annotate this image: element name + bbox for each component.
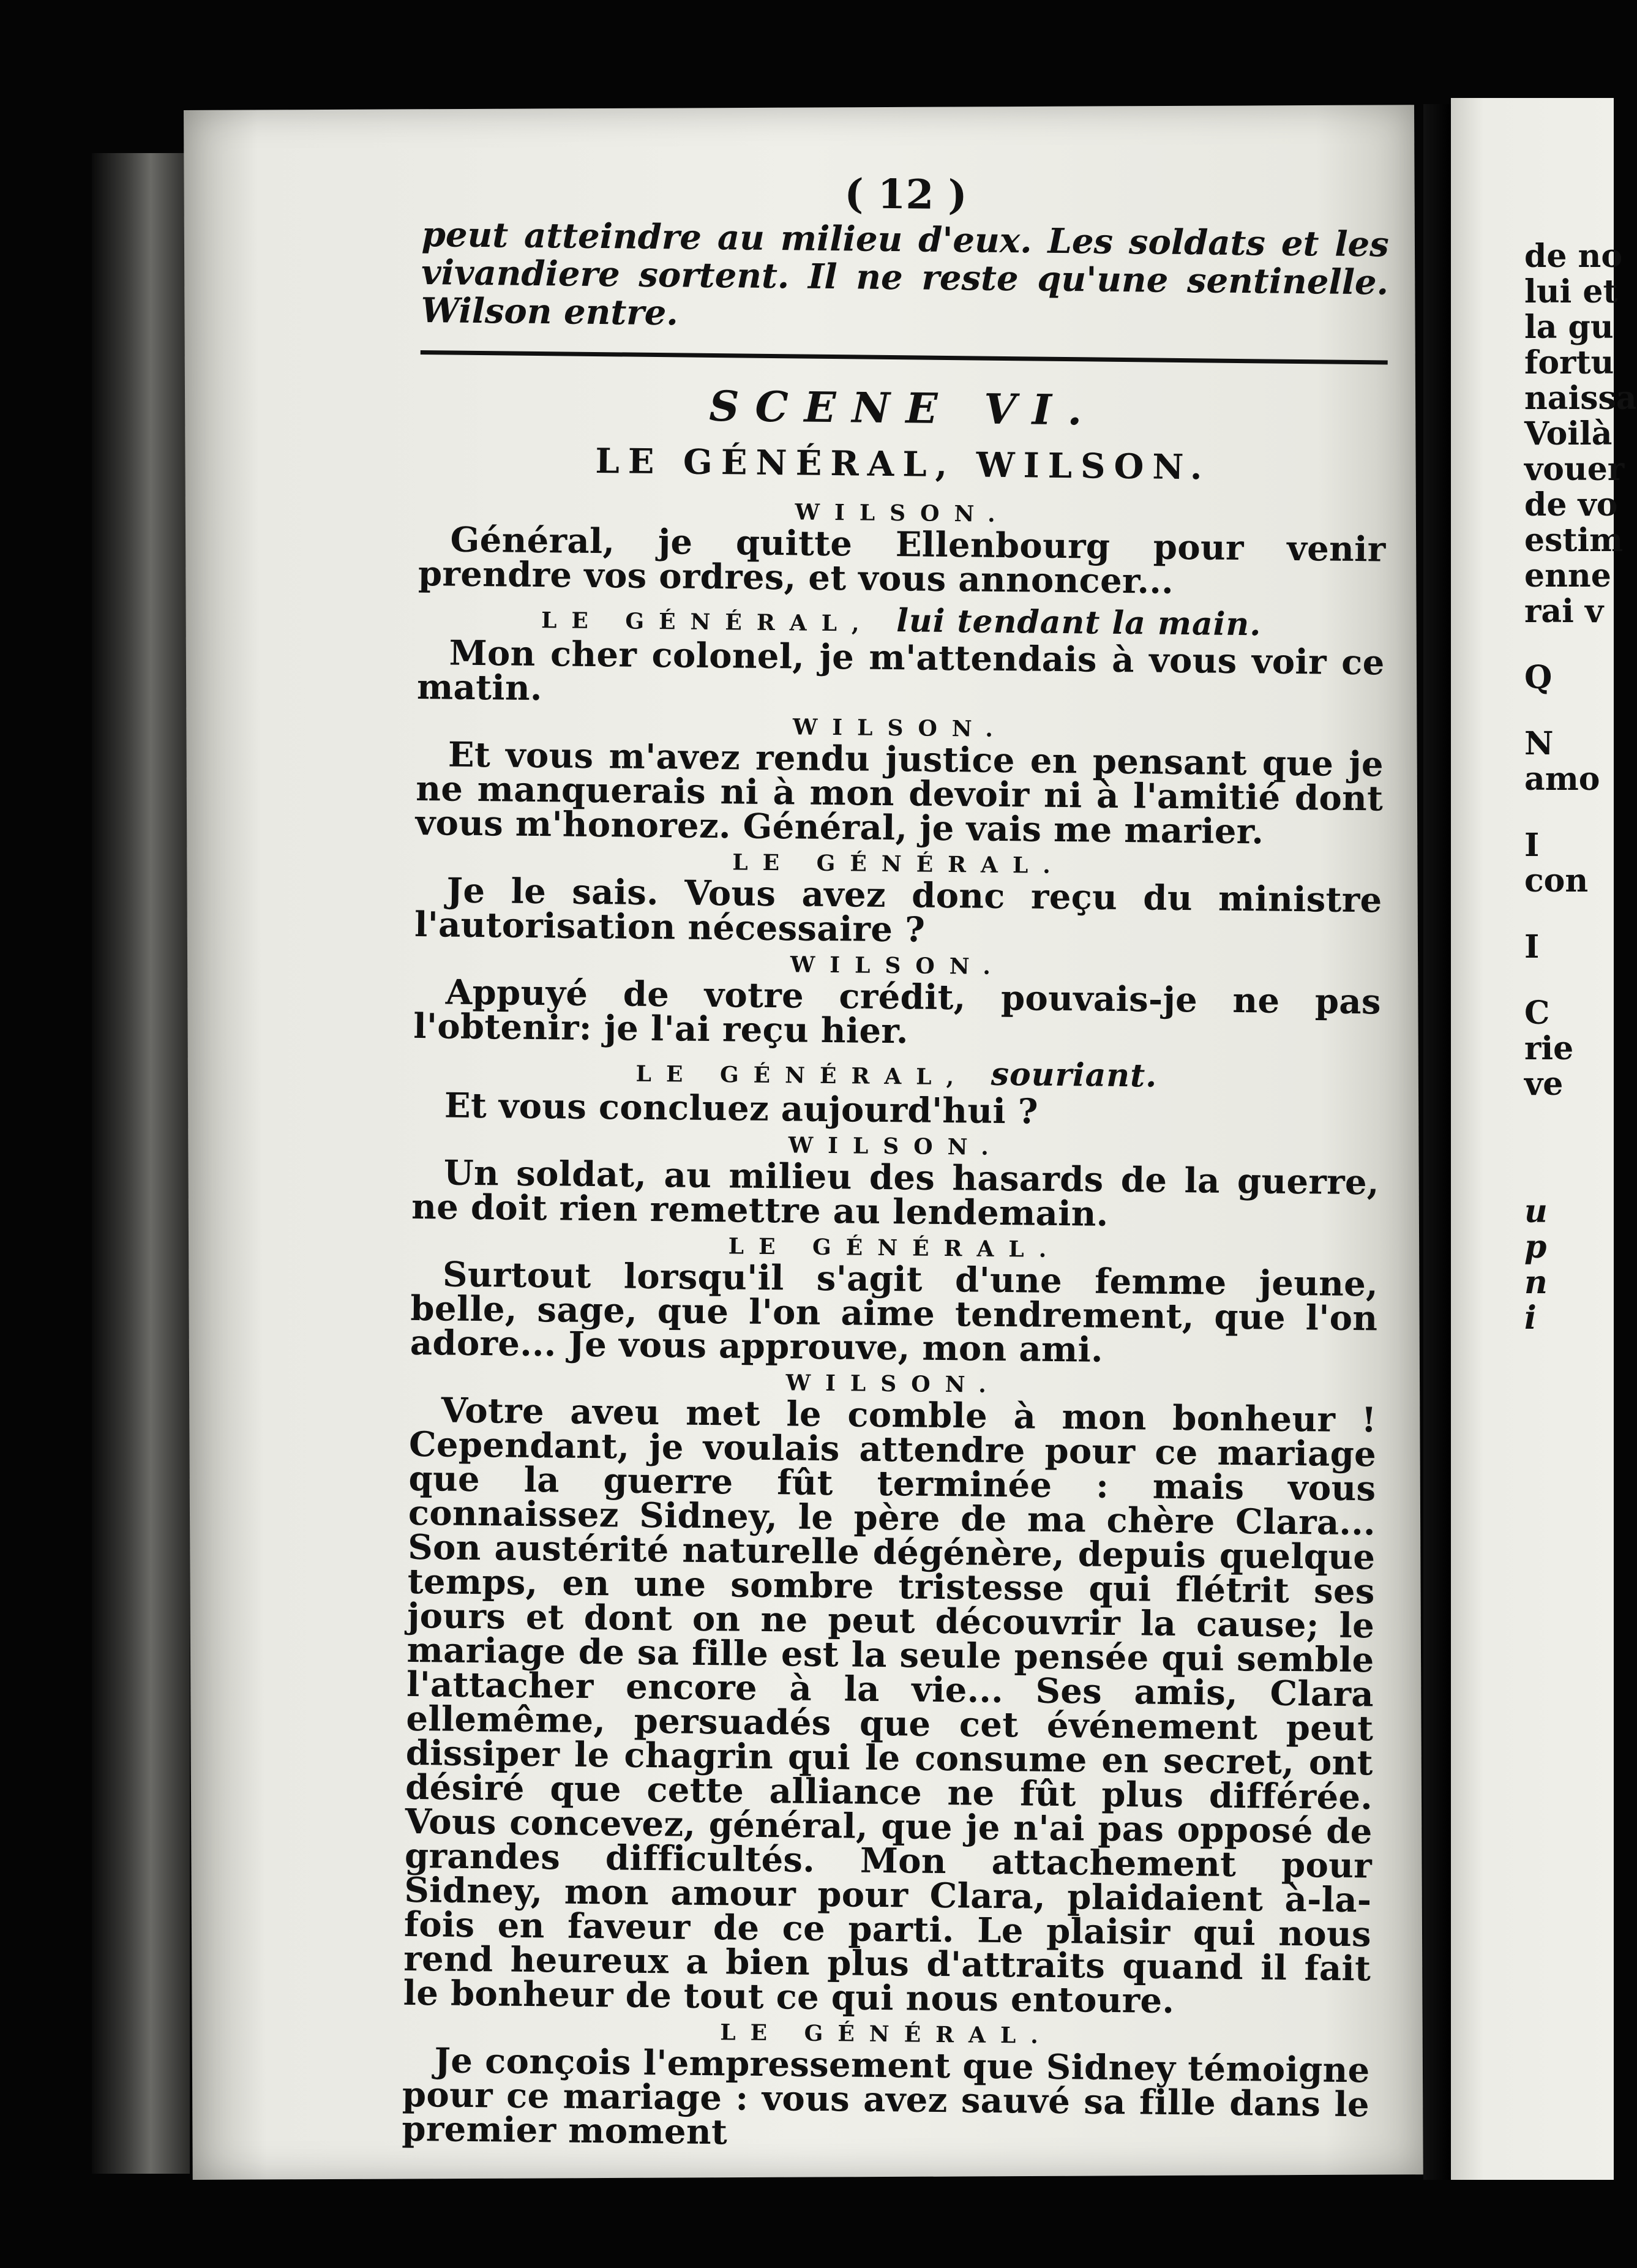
speaker-label: WILSON.: [792, 714, 1008, 743]
dialogue-block: [413, 948, 1382, 1054]
fragment-line: con: [1524, 862, 1589, 899]
fragment-line: I: [1524, 827, 1540, 864]
scan-border: [0, 2180, 1614, 2268]
dialogue-block: [413, 1050, 1380, 1133]
speech-text: Appuyé de votre crédit, pouvais-je ne pas l'obtenir: je l'ai reçu hier.: [413, 972, 1382, 1052]
dialogue-block: [402, 2016, 1370, 2157]
scene-title: SCENE VI.: [708, 381, 1098, 435]
fragment-line: estim: [1524, 522, 1624, 559]
speech-text: Et vous concluez aujourd'hui ?: [444, 1085, 1039, 1132]
dialogue-block: [410, 1230, 1379, 1370]
fragment-line: vouer: [1524, 451, 1625, 488]
book-spine: [92, 153, 190, 2174]
speech-text: Votre aveu met le comble à mon bonheur ! Cependant, je voulais attendre pour ce mariage que la guerre fût terminée : mais vous connaissez Sidney, le père de ma chère Clara... Son austérité naturelle dégénère, depuis quelque temps, en une sombre tristesse qui flétrit ses jours et dont on ne peut découvrir la cause; le mariage de sa fille est la seule pensée qui semble l'attacher encore à la vie... Ses amis, Clara ellemême, persuadés que cet événement peut dissiper le chagrin qui le consume en secret, ont désiré que cette alliance ne fût plus différée. Vous concevez, général, que je n'ai pas opposé de grandes difficultés. Mon attachement pour Sidney, mon amour pour Clara, plaidaient à-la-fois en faveur de ce parti. Le plaisir qui nous rend heureux a bien plus d'attraits quand il fait le bonheur de tout ce qui nous entoure.: [403, 1390, 1377, 2022]
fragment-line: u: [1524, 1193, 1548, 1230]
page-gutter: [1423, 104, 1451, 2198]
speaker-label: WILSON.: [790, 952, 1006, 980]
dialogue-block: [418, 495, 1387, 601]
dialogue-block: [415, 710, 1384, 850]
fragment-line: amo: [1524, 760, 1600, 798]
speaker-label: LE GÉNÉRAL.: [728, 1233, 1062, 1263]
stage-note: souriant.: [991, 1055, 1158, 1095]
dialogue-block: [411, 1128, 1380, 1234]
fragment-line: enne: [1524, 557, 1611, 595]
speaker-label: WILSON.: [785, 1370, 1001, 1399]
fragment-line: ve: [1524, 1065, 1564, 1103]
fragment-line: N: [1524, 725, 1554, 762]
fragment-line: C: [1524, 994, 1550, 1032]
fragment-line: rai v: [1524, 593, 1604, 630]
dialogue-block: [417, 597, 1385, 715]
stage-note: lui tendant la main.: [896, 602, 1262, 644]
fragment-line: Q: [1524, 659, 1553, 696]
speaker-label: LE GÉNÉRAL, lui tendant la main.: [541, 602, 1262, 644]
fragment-line: i: [1524, 1299, 1537, 1337]
speech-text: Mon cher colonel, je m'attendais à vous voir ce matin.: [416, 633, 1385, 709]
divider-rule: [421, 350, 1388, 365]
speech-text: Un soldat, au milieu des hasards de la guerre, ne doit rien remettre au lendemain.: [411, 1152, 1380, 1234]
left-page-text: [402, 165, 1390, 2161]
dialogue-block: [414, 846, 1383, 952]
fragment-line: Voilà: [1524, 415, 1613, 452]
scene-characters: LE GÉNÉRAL, WILSON.: [595, 440, 1211, 488]
speaker-label: WILSON.: [788, 1132, 1004, 1161]
speaker-label: LE GÉNÉRAL, souriant.: [635, 1055, 1158, 1095]
speech-text: Surtout lorsqu'il s'agit d'une femme jeune, belle, sage, que l'on aime tendrement, que l'on adore... Je vous approuve, mon ami.: [410, 1254, 1379, 1370]
fragment-line: fortu: [1524, 344, 1614, 381]
page-number: ( 12 ): [844, 170, 968, 219]
speaker-label: LE GÉNÉRAL.: [732, 849, 1066, 879]
fragment-line: rie: [1524, 1030, 1574, 1067]
fragment-line: la gu: [1524, 309, 1614, 346]
fragment-line: naissa: [1524, 380, 1637, 417]
speech-text: Général, je quitte Ellenbourg pour venir prendre vos ordres, et vous annoncer...: [418, 519, 1386, 602]
fragment-line: lui et: [1524, 273, 1618, 310]
fragment-line: de vo: [1524, 486, 1618, 524]
dialogue-block: [403, 1366, 1377, 2020]
speech-text: Je le sais. Vous avez donc reçu du ministre l'autorisation nécessaire ?: [414, 870, 1382, 950]
right-page-text: [1524, 238, 1637, 1337]
fragment-line: n: [1524, 1264, 1548, 1301]
speech-text: Et vous m'avez rendu justice en pensant que je ne manquerais ni à mon devoir ni à l'amitié dont vous m'honorez. Général, je vais me marier.: [415, 734, 1384, 852]
fragment-line: de no: [1524, 238, 1623, 275]
fragment-line: I: [1524, 928, 1540, 966]
fragment-line: p: [1524, 1228, 1547, 1266]
speech-text: Je conçois l'empressement que Sidney témoigne pour ce mariage : vous avez sauvé sa fille dans le premier moment: [402, 2040, 1370, 2153]
speaker-label: LE GÉNÉRAL.: [720, 2019, 1054, 2049]
speaker-label: WILSON.: [795, 499, 1010, 528]
stage-direction: peut atteindre au milieu d'eux. Les soldats et les vivandiere sortent. Il ne reste qu'une sentinelle. Wilson entre.: [421, 214, 1390, 334]
